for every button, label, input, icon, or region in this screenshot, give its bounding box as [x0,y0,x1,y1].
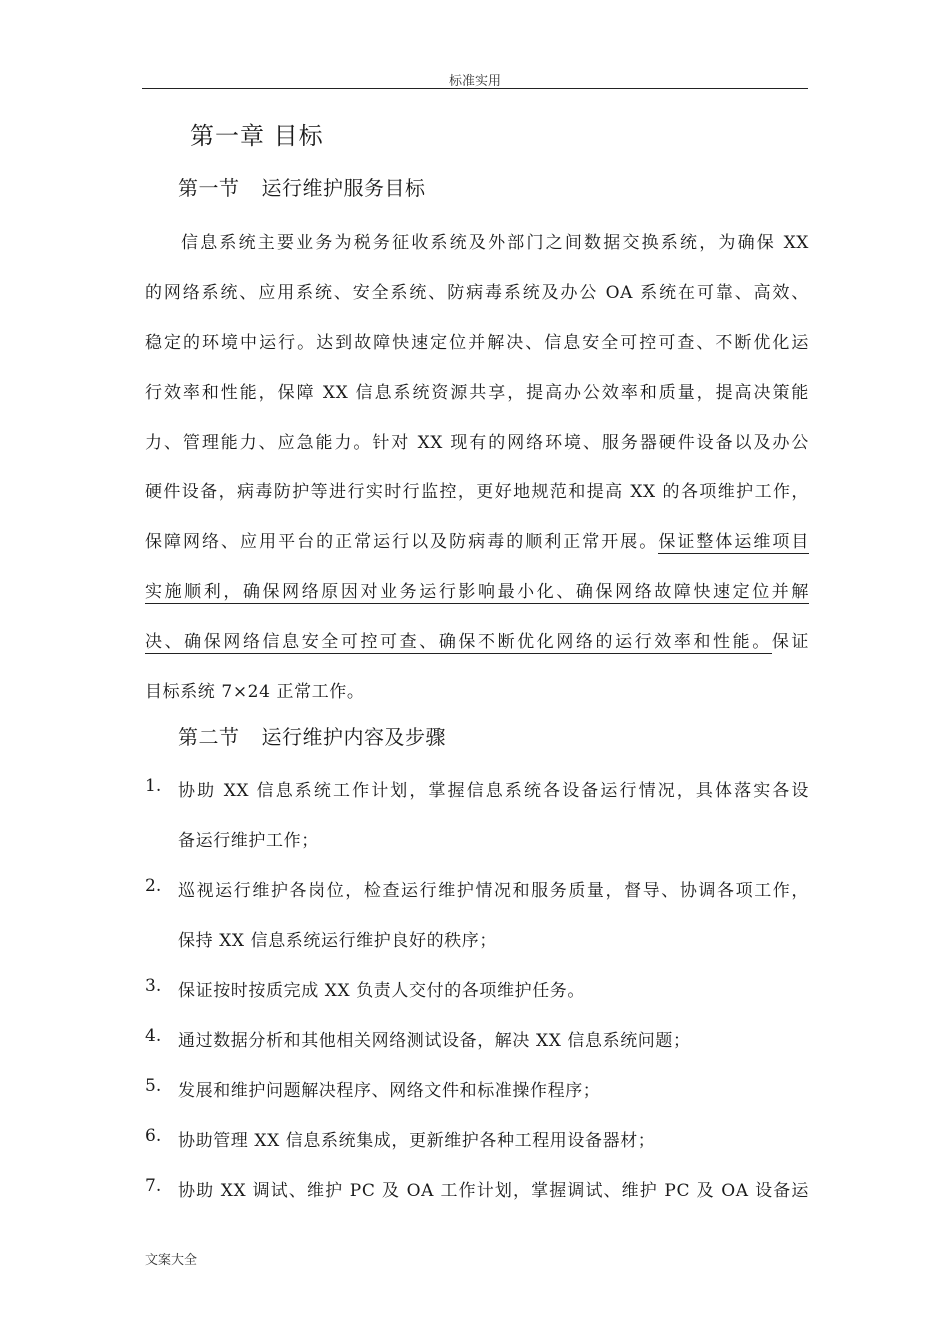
para-line-9-underlined: 决、确保网络信息安全可控可查、确保不断优化网络的运行效率和性能。 [145,632,772,652]
para-line-9-plain: 保证 [771,632,810,652]
section-1-heading [178,172,426,201]
list-item-1-line-1: 协助 XX 信息系统工作计划，掌握信息系统各设备运行情况，具体落实各设 [178,781,809,801]
para-line-4: 行效率和性能，保障 XX 信息系统资源共享，提高办公效率和质量，提高决策能 [145,383,809,403]
section-2-title: 运行维护内容及步骤 [261,725,446,749]
page-footer: 文案大全 [145,1253,198,1268]
section-1-number: 第一节 [178,176,240,200]
list-item-1-line-2: 备运行维护工作； [178,831,319,851]
list-item-3-line-1: 保证按时按质完成 XX 负责人交付的各项维护任务。 [178,981,586,1001]
para-line-8 [145,577,809,602]
list-item-3-number: 3. [145,976,162,996]
page-header: 标准实用 [448,74,501,89]
list-item-7-line-1: 协助 XX 调试、维护 PC 及 OA 工作计划，掌握调试、维护 PC 及 OA 设备运 [178,1181,809,1201]
list-item-2-number: 2. [145,876,162,896]
list-item-4-line-1: 通过数据分析和其他相关网络测试设备，解决 XX 信息系统问题； [178,1031,691,1051]
para-line-6: 硬件设备，病毒防护等进行实时行监控，更好地规范和提高 XX 的各项维护工作， [145,482,809,502]
section-1-title: 运行维护服务目标 [261,176,426,200]
chapter-title: 第一章 目标 [190,122,324,150]
list-item-7-number: 7. [145,1176,162,1196]
para-line-8-underlined: 实施顺利，确保网络原因对业务运行影响最小化、确保网络故障快速定位并解 [145,582,809,602]
list-item-6-line-1: 协助管理 XX 信息系统集成，更新维护各种工程用设备器材； [178,1131,656,1151]
section-2-number: 第二节 [178,725,240,749]
list-item-1-number: 1. [145,776,162,796]
para-line-1: 信息系统主要业务为税务征收系统及外部门之间数据交换系统，为确保 XX [181,233,809,253]
para-line-10: 目标系统 7×24 正常工作。 [145,682,365,702]
section-2-heading [178,721,446,750]
header-rule [142,88,808,89]
list-item-2-line-1: 巡视运行维护各岗位，检查运行维护情况和服务质量，督导、协调各项工作， [178,881,809,901]
para-line-3: 稳定的环境中运行。达到故障快速定位并解决、信息安全可控可查、不断优化运 [145,333,809,353]
para-line-9 [145,627,809,652]
para-line-7 [145,527,809,552]
list-item-5-line-1: 发展和维护问题解决程序、网络文件和标准操作程序； [178,1081,601,1101]
para-line-7-plain: 保障网络、应用平台的正常运行以及防病毒的顺利正常开展。 [145,532,659,552]
list-item-5-number: 5. [145,1076,162,1096]
para-line-7-underlined: 保证整体运维项目 [658,532,809,552]
list-item-6-number: 6. [145,1126,162,1146]
list-item-4-number: 4. [145,1026,162,1046]
list-item-2-line-2: 保持 XX 信息系统运行维护良好的秩序； [178,931,498,951]
para-line-2: 的网络系统、应用系统、安全系统、防病毒系统及办公 OA 系统在可靠、高效、 [145,283,809,303]
para-line-5: 力、管理能力、应急能力。针对 XX 现有的网络环境、服务器硬件设备以及办公 [145,433,809,453]
